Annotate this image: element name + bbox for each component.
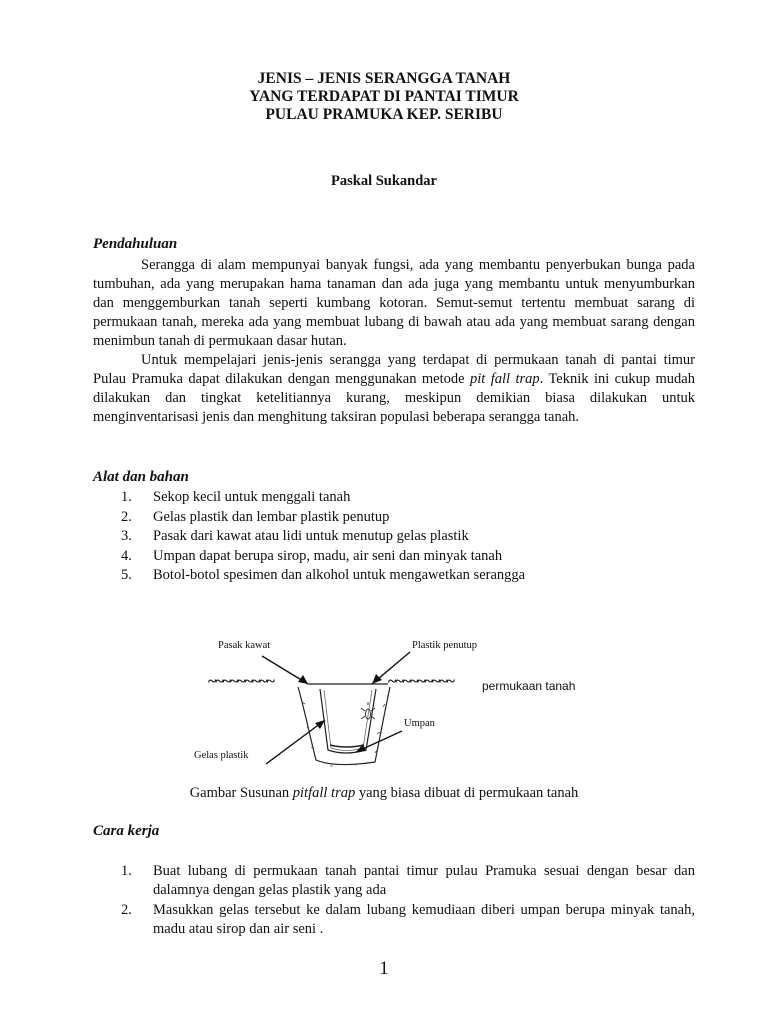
author-name: Paskal Sukandar <box>331 173 437 189</box>
label-gelas-plastik: Gelas plastik <box>194 750 249 761</box>
list-number: 5. <box>121 567 132 583</box>
paragraph-2-text-a: Untuk mempelajari jenis-jenis serangga yang terdapat di permukaan tanah di pantai timur Pulau Pramuka dapat dilakukan dengan menggunakan metode <box>93 352 695 387</box>
caption-text-a: Gambar Susunan <box>189 785 293 801</box>
alat-list <box>93 488 695 586</box>
bait-level <box>330 745 364 747</box>
title-line-1: JENIS – JENIS SERANGGA TANAH <box>257 70 511 87</box>
figure-caption <box>0 785 768 802</box>
arrow-gelas <box>266 720 325 764</box>
ground-line-right: ~~~~~~~~~ <box>388 673 454 690</box>
paragraph-2-text-b: . Teknik ini cukup mudah dilakukan dan tingkat ketelitiannya kurang, meskipun demikian biasa dilakukan untuk menginventarisasi jenis dan menghitung taksiran populasi beberapa serangga tanah. <box>93 371 695 425</box>
page-number: 1 <box>379 958 389 979</box>
label-plastik-penutup: Plastik penutup <box>412 640 478 651</box>
label-umpan: Umpan <box>404 718 435 729</box>
title-line-3: PULAU PRAMUKA KEP. SERIBU <box>265 106 503 123</box>
caption-italic: pitfall trap <box>292 785 356 801</box>
paragraph-2-italic: pit fall trap <box>470 371 540 387</box>
heading-pendahuluan: Pendahuluan <box>93 236 178 252</box>
list-number: 1. <box>121 863 132 879</box>
list-text: Sekop kecil untuk menggali tanah <box>153 489 351 505</box>
plastic-cup-inner <box>324 690 372 751</box>
plastic-cup <box>320 689 376 753</box>
list-text: Buat lubang di permukaan tanah pantai timur pulau Pramuka sesuai dengan besar dan dalamnya dengan gelas plastik yang ada <box>153 863 695 898</box>
list-item <box>93 862 695 900</box>
ground-line-left: ~~~~~~~~~ <box>208 673 274 690</box>
list-text: Masukkan gelas tersebut ke dalam lubang kemudiaan diberi umpan berupa minyak tanah, madu atau sirop dan air seni . <box>153 902 695 937</box>
list-number: 2. <box>121 508 132 525</box>
list-item <box>93 508 695 528</box>
list-item <box>93 488 695 508</box>
caption-text-b: yang biasa dibuat di permukaan tanah <box>355 785 579 801</box>
list-item <box>93 527 695 547</box>
list-text: Pasak dari kawat atau lidi untuk menutup gelas plastik <box>153 528 469 544</box>
list-item <box>93 566 695 586</box>
list-item <box>93 901 695 939</box>
list-text: Gelas plastik dan lembar plastik penutup <box>153 508 390 525</box>
paragraph-2 <box>93 351 695 427</box>
pitfall-trap-diagram <box>180 632 620 782</box>
title-line-2: YANG TERDAPAT DI PANTAI TIMUR <box>249 88 519 105</box>
list-text: Umpan dapat berupa sirop, madu, air seni dan minyak tanah <box>153 547 503 564</box>
label-permukaan-tanah: permukaan tanah <box>482 679 576 693</box>
pendahuluan-section <box>93 256 695 427</box>
list-number: 4. <box>121 547 132 564</box>
list-number: 3. <box>121 528 132 544</box>
list-text: Botol-botol spesimen dan alkohol untuk mengawetkan serangga <box>153 567 526 583</box>
arrow-umpan <box>356 731 402 752</box>
paragraph-1: Serangga di alam mempunyai banyak fungsi, ada yang membantu penyerbukan bunga pada tumbuhan, ada yang merupakan hama tanaman dan ada juga yang membantu untuk menyumburkan dan menggemburkan tanah seperti kumbang kotoran. Semut-semut tertentu membuat sarang di permukaan tanah, mereka ada yang membuat lubang di bawah atau ada yang membuat sarang dengan menimbun tanah di permukaan dasar hutan. <box>93 257 695 349</box>
list-number: 1. <box>121 489 132 505</box>
list-number: 2. <box>121 902 132 918</box>
heading-alat-bahan: Alat dan bahan <box>93 469 189 485</box>
cara-kerja-list <box>93 862 695 939</box>
paper-title <box>0 70 768 124</box>
list-item <box>93 547 695 567</box>
label-pasak-kawat: Pasak kawat <box>218 640 271 651</box>
heading-cara-kerja: Cara kerja <box>93 823 160 839</box>
